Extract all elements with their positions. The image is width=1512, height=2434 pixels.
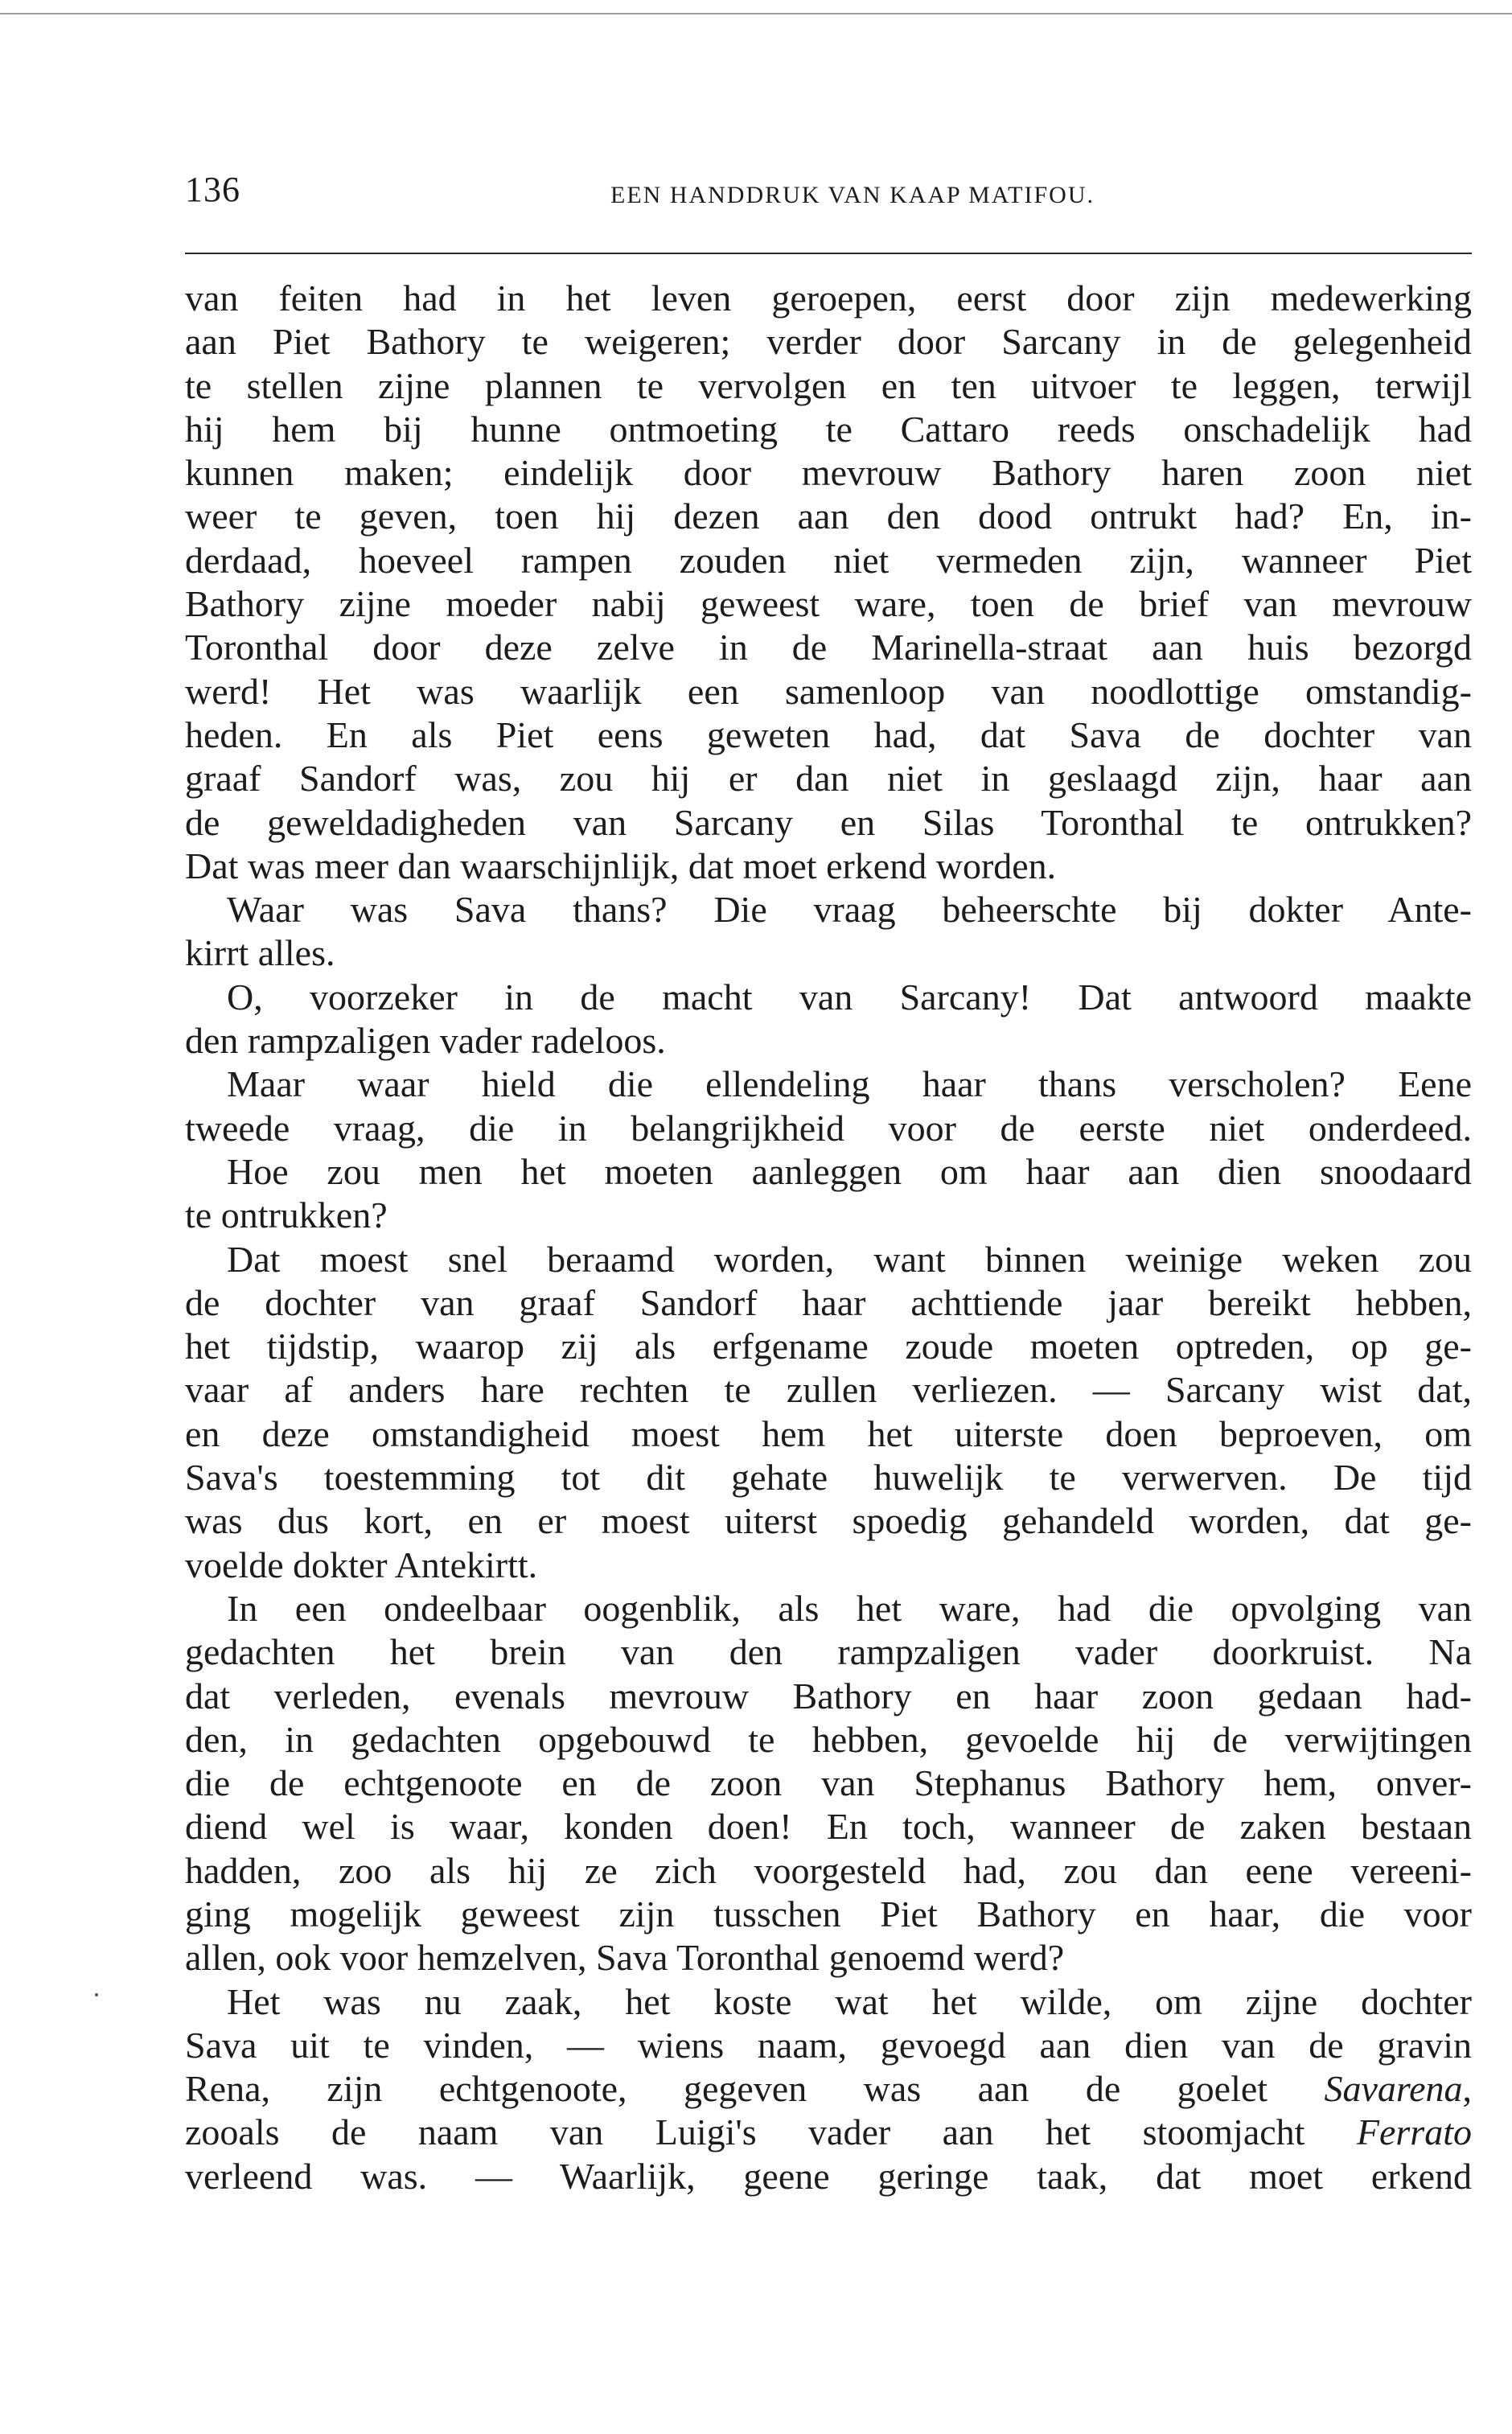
text-line: ging mogelijk geweest zijn tusschen Piet Bathory en haar, die voor <box>185 1893 1472 1934</box>
text-line: Toronthal door deze zelve in de Marinella-straat aan huis bezorgd <box>185 627 1472 668</box>
text-line: gedachten het brein van den rampzaligen vader doorkruist. Na <box>185 1631 1472 1673</box>
scan-top-edge-rule <box>0 13 1512 14</box>
text-line: Het was nu zaak, het koste wat het wilde, om zijne dochter <box>227 1980 1472 2022</box>
body-text <box>185 277 1472 2198</box>
text-line: de geweldadigheden van Sarcany en Silas Toronthal te ontrukken? <box>185 801 1472 843</box>
text-line: vaar af anders hare rechten te zullen verliezen. — Sarcany wist dat, <box>185 1369 1472 1411</box>
header-rule <box>185 253 1472 254</box>
text-line: kunnen maken; eindelijk door mevrouw Bathory haren zoon niet <box>185 452 1472 494</box>
text-segment: zooals de naam van Luigi's vader aan het stoomjacht <box>185 2111 1357 2153</box>
text-line: derdaad, hoeveel rampen zouden niet vermeden zijn, wanneer Piet <box>185 539 1472 581</box>
text-line: den, in gedachten opgebouwd te hebben, gevoelde hij de verwijtingen <box>185 1718 1472 1760</box>
text-line: weer te geven, toen hij dezen aan den dood ontrukt had? En, in- <box>185 495 1472 537</box>
text-line: hij hem bij hunne ontmoeting te Cattaro reeds onschadelijk had <box>185 408 1472 450</box>
text-line: te stellen zijne plannen te vervolgen en ten uitvoer te leggen, terwijl <box>185 364 1472 406</box>
text-line: en deze omstandigheid moest hem het uiterste doen beproeven, om <box>185 1412 1472 1454</box>
text-line: het tijdstip, waarop zij als erfgename zoude moeten optreden, op ge- <box>185 1326 1472 1367</box>
text-line: was dus kort, en er moest uiterst spoedig gehandeld worden, dat ge- <box>185 1500 1472 1542</box>
text-line: graaf Sandorf was, zou hij er dan niet in geslaagd zijn, haar aan <box>185 758 1472 800</box>
text-line: die de echtgenoote en de zoon van Stephanus Bathory hem, onver- <box>185 1762 1472 1804</box>
text-line <box>185 2067 1472 2111</box>
text-line: Bathory zijne moeder nabij geweest ware, toen de brief van mevrouw <box>185 583 1472 625</box>
text-line: allen, ook voor hemzelven, Sava Toronthal genoemd werd? <box>185 1937 1065 1979</box>
text-line: verleend was. — Waarlijk, geene geringe taak, dat moet erkend <box>185 2155 1472 2197</box>
text-line: voelde dokter Antekirtt. <box>185 1544 538 1585</box>
text-line: aan Piet Bathory te weigeren; verder door Sarcany in de gelegenheid <box>185 321 1472 363</box>
page-number: 136 <box>185 170 240 209</box>
text-line: In een ondeelbaar oogenblik, als het ware, had die opvolging van <box>227 1587 1472 1629</box>
text-line: Dat was meer dan waarschijnlijk, dat moet erkend worden. <box>185 845 1057 886</box>
text-line: Sava's toestemming tot dit gehate huwelijk te verwerven. De tijd <box>185 1457 1472 1499</box>
text-line: den rampzaligen vader radeloos. <box>185 1020 666 1062</box>
text-line: heden. En als Piet eens geweten had, dat Sava de dochter van <box>185 713 1472 755</box>
text-line: Hoe zou men het moeten aanleggen om haar aan dien snoodaard <box>227 1150 1472 1192</box>
ship-name: Savarena <box>1324 2068 1463 2110</box>
text-line: tweede vraag, die in belangrijkheid voor de eerste niet onderdeed. <box>185 1107 1472 1149</box>
margin-speck <box>95 1993 98 1996</box>
text-line: hadden, zoo als hij ze zich voorgesteld had, zou dan eene vereeni- <box>185 1849 1472 1891</box>
text-line: kirrt alles. <box>185 932 335 974</box>
text-line: Sava uit te vinden, — wiens naam, gevoegd aan dien van de gravin <box>185 2024 1472 2066</box>
text-segment: , <box>1462 2068 1472 2110</box>
page-header <box>185 153 1472 233</box>
text-line: te ontrukken? <box>185 1194 388 1236</box>
text-line: diend wel is waar, konden doen! En toch, wanneer de zaken bestaan <box>185 1806 1472 1848</box>
text-line: O, voorzeker in de macht van Sarcany! Dat antwoord maakte <box>227 976 1472 1018</box>
text-line: van feiten had in het leven geroepen, eerst door zijn medewerking <box>185 278 1472 319</box>
text-line <box>185 2111 1472 2154</box>
text-line: Waar was Sava thans? Die vraag beheerschte bij dokter Ante- <box>227 889 1472 931</box>
text-line: Maar waar hield die ellendeling haar thans verscholen? Eene <box>227 1063 1472 1105</box>
running-head: EEN HANDDRUK VAN KAAP MATIFOU. <box>610 182 1095 208</box>
text-line: Dat moest snel beraamd worden, want binnen weinige weken zou <box>227 1238 1472 1280</box>
text-line: werd! Het was waarlijk een samenloop van noodlottige omstandig- <box>185 670 1472 712</box>
ship-name: Ferrato <box>1356 2111 1472 2153</box>
text-line: de dochter van graaf Sandorf haar achttiende jaar bereikt hebben, <box>185 1281 1472 1323</box>
book-page <box>185 153 1472 2197</box>
text-line: dat verleden, evenals mevrouw Bathory en haar zoon gedaan had- <box>185 1675 1472 1717</box>
text-segment: Rena, zijn echtgenoote, gegeven was aan de goelet <box>185 2068 1325 2110</box>
